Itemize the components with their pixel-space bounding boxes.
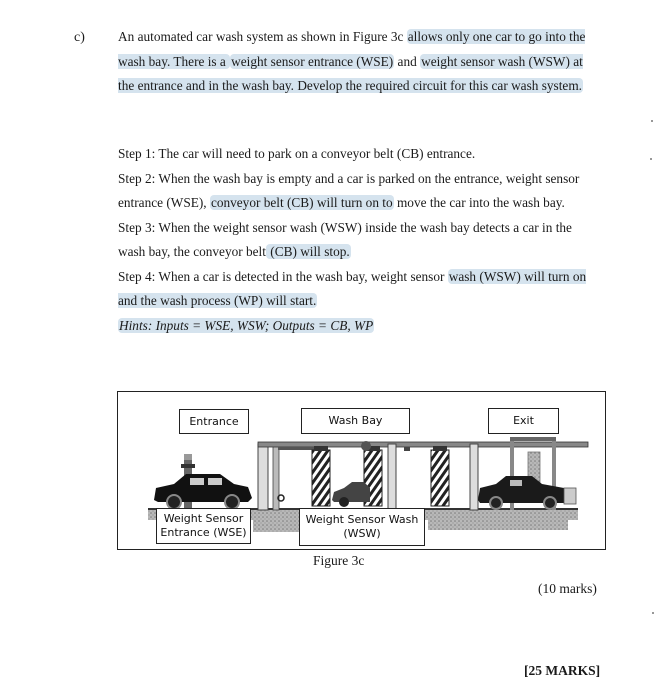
wse-label-box — [156, 508, 251, 544]
step-3-highlight: (CB) will stop. — [266, 244, 350, 259]
step-1: Step 1: The car will need to park on a conveyor belt (CB) entrance. — [118, 146, 476, 161]
question-label: c) — [74, 30, 85, 45]
entrance-sensor-plate — [253, 510, 303, 532]
wsw-label-line1: Weight Sensor Wash — [305, 513, 419, 526]
step-4-part-1: Step 4: When a car is detected in the wash bay, weight sensor — [118, 268, 448, 284]
wsw-label-box — [299, 508, 425, 546]
intro-part-and: and — [394, 53, 421, 69]
exit-label-box: Exit — [488, 408, 559, 434]
step-2 — [118, 167, 598, 216]
step-2-part-1: Step 2: When the wash bay is empty and a car is parked on the entrance, weight sensor entrance (WSE), — [118, 170, 580, 210]
car-wash-figure — [117, 391, 606, 550]
wse-label-line2: Entrance (WSE) — [160, 526, 247, 539]
wash-brush-1 — [312, 446, 330, 506]
step-3-part-2: (WSW) inside the wash bay detects a car in the wash bay, the conveyor belt — [118, 219, 572, 259]
intro-highlight-wsw: weight sensor wash (WSW) at the entrance and in the wash bay. Develop the required circuit for this car wash system. — [118, 53, 583, 93]
steps-block — [118, 142, 598, 338]
step-2-highlight: conveyor belt (CB) will turn on to — [210, 195, 393, 210]
wse-label-line1: Weight Sensor — [163, 512, 244, 525]
wash-brush-3 — [431, 446, 449, 506]
step-4-highlight: wash (WSW) will turn on and the wash process (WP) will start. — [118, 268, 587, 308]
wash-bay-label-box: Wash Bay — [301, 408, 410, 434]
scan-speck — [650, 158, 652, 160]
entrance-car-icon — [154, 474, 252, 509]
intro-highlight-wse: weight sensor entrance (WSE) — [231, 53, 394, 69]
hints-highlight: Hints: Inputs = WSE, WSW; Outputs = CB, WP — [119, 317, 374, 333]
exit-booth — [564, 488, 576, 504]
step-3 — [118, 216, 598, 265]
figure-caption: Figure 3c — [313, 553, 365, 568]
wash-sensor-plate — [428, 510, 568, 530]
scan-speck — [652, 612, 654, 614]
step-4 — [118, 265, 598, 314]
scan-speck — [651, 120, 653, 122]
hints-line — [118, 314, 598, 339]
intro-highlight-1: allows only one car to go into the wash bay. There is a — [118, 29, 586, 69]
intro-part-1: An automated car wash system as shown in Figure 3c — [118, 29, 407, 44]
step-3-part-1: Step 3: When the weight sensor wash — [118, 219, 321, 235]
question-intro — [118, 25, 598, 99]
wsw-label-line2: (WSW) — [343, 527, 381, 540]
entrance-label-box: Entrance — [179, 409, 249, 434]
total-marks: [25 MARKS] — [524, 663, 601, 678]
question-marks: (10 marks) — [538, 581, 597, 596]
step-2-part-3: move the car into the wash bay. — [393, 195, 565, 210]
